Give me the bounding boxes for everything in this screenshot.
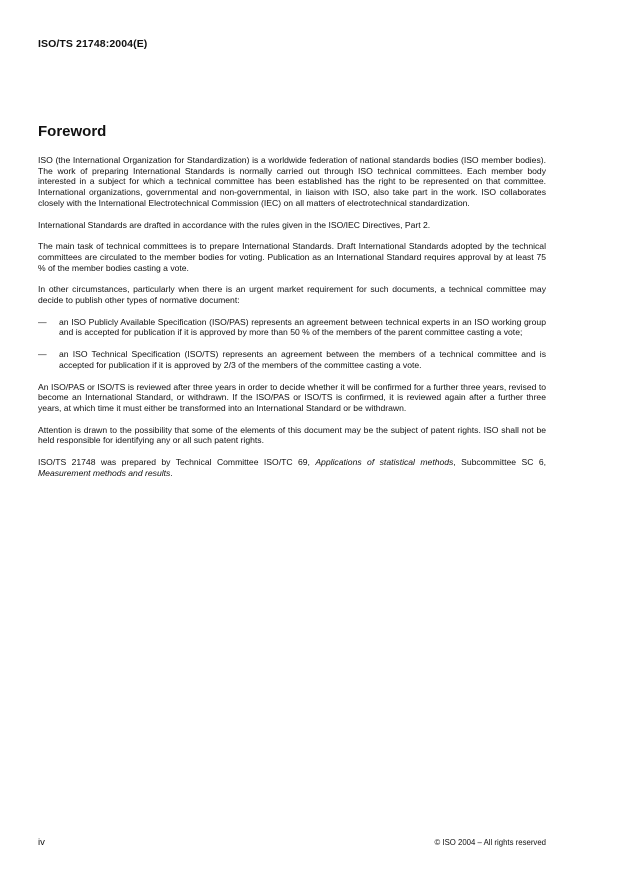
copyright-notice: © ISO 2004 – All rights reserved <box>434 838 546 847</box>
committee-title: Applications of statistical methods <box>315 457 454 468</box>
document-id: ISO/TS 21748:2004(E) <box>38 38 148 50</box>
subcommittee-title: Measurement methods and results <box>38 467 171 478</box>
prepared-by-mid: , Subcommittee SC 6, <box>453 457 546 468</box>
list-item-ts <box>38 349 546 370</box>
paragraph-patent: Attention is drawn to the possibility that some of the elements of this document may be the subject of patent rights. ISO shall not be held responsible for identifying any or all such patent rights. <box>38 424 546 446</box>
prepared-by-lead: ISO/TS 21748 was prepared by Technical Committee ISO/TC 69, <box>38 457 316 468</box>
list-item-text: an ISO Technical Specification (ISO/TS) represents an agreement between the members of a technical committee and is accepted for publication if it is approved by 2/3 of the members of the committee casting a vote. <box>59 349 546 370</box>
paragraph-review: An ISO/PAS or ISO/TS is reviewed after three years in order to decide whether it will be confirmed for a further three years, revised to become an International Standard, or withdrawn. If the ISO/PAS or ISO/TS is confirmed, it is reviewed again after a further three years, at which time it must either be transformed into an International Standard or be withdrawn. <box>38 381 546 413</box>
paragraph-iso-description: ISO (the International Organization for Standardization) is a worldwide federation of national standards bodies (ISO member bodies). The work of preparing International Standards is normally carried out through ISO technical committees. Each member body interested in a subject for which a technical committee has been established has the right to be represented on that committee. International organizations, governmental and non-governmental, in liaison with ISO, also take part in the work. ISO collaborates closely with the International Electrotechnical Commission (IEC) on all matters of electrotechnical standardization. <box>38 155 546 208</box>
list-item-text: an ISO Publicly Available Specification (ISO/PAS) represents an agreement between technical experts in an ISO working group and is accepted for publication if it is approved by more than 50 % of the members of the parent committee casting a vote; <box>59 316 546 338</box>
page-number: iv <box>38 837 45 848</box>
section-heading: Foreword <box>38 123 107 140</box>
dash-marker: — <box>38 316 47 327</box>
prepared-by-end: . <box>170 467 173 478</box>
paragraph-prepared-by <box>38 457 546 478</box>
paragraph-main-task: The main task of technical committees is to prepare International Standards. Draft International Standards adopted by the technical committees are circulated to the member bodies for voting. Publication as an International Standard requires approval by at least 75 % of the member bodies casting a vote. <box>38 241 546 273</box>
paragraph-other-circumstances: In other circumstances, particularly when there is an urgent market requirement for such documents, a technical committee may decide to publish other types of normative document: <box>38 284 546 306</box>
dash-marker: — <box>38 349 47 360</box>
paragraph-directives: International Standards are drafted in accordance with the rules given in the ISO/IEC Directives, Part 2. <box>38 219 431 230</box>
list-item-pas <box>38 317 546 338</box>
foreword-body <box>38 155 546 489</box>
